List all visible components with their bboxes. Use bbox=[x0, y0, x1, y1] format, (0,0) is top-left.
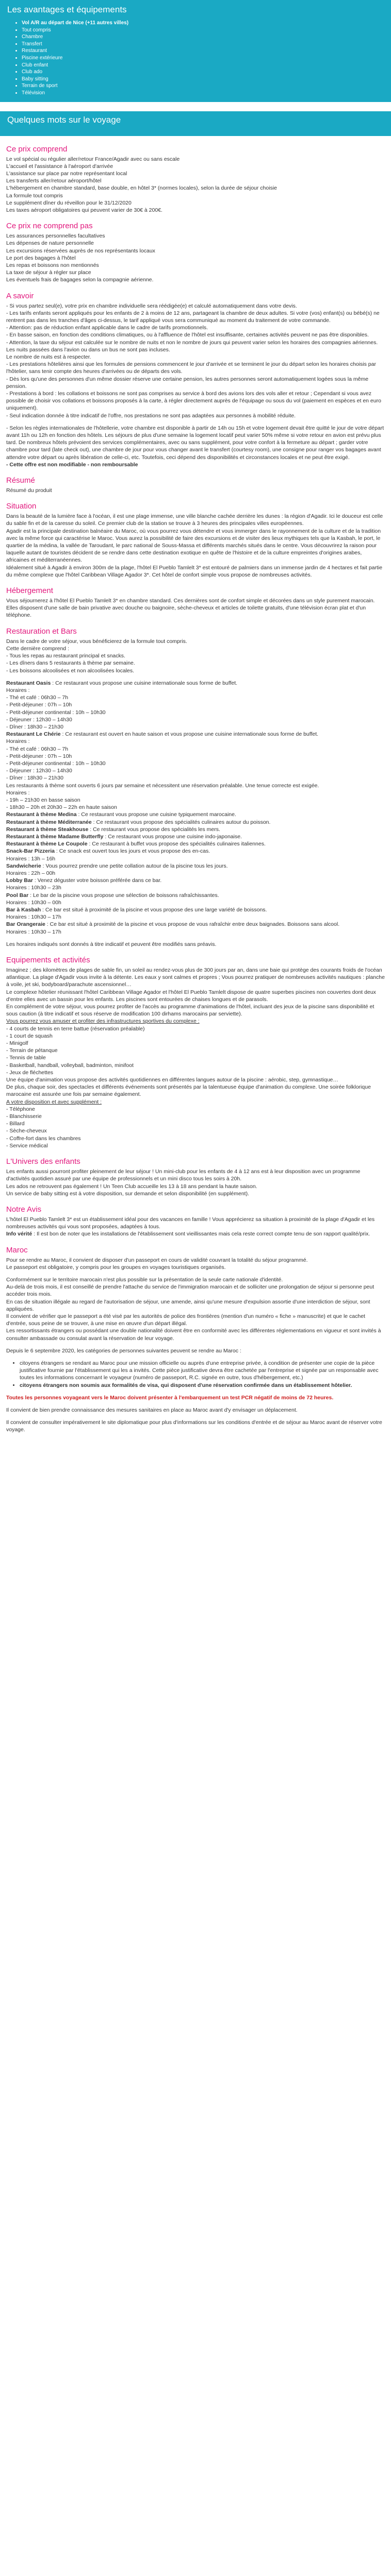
paragraph-block bbox=[6, 597, 385, 619]
paragraph-block bbox=[6, 941, 385, 948]
section-title: Maroc bbox=[6, 1245, 28, 1255]
text-line: - Jeux de fléchettes bbox=[6, 1069, 54, 1076]
condition-item: • citoyens étrangers se rendant au Maroc pour une mission officielle ou auprès d'une entreprise privée, à condition de présenter une copie de la pièce justificative fournie par l'établissement qui les a invités. Cette pièce justificative devra être cachetée par l'entreprise et signée par un responsable avec toutes les informations concernant le voyageur (numéro de passeport, R.C. signée en outre, tous d'hébergement, etc.) bbox=[20, 1360, 385, 1382]
text-line: - Les dîners dans 5 restaurants à thème par semaine. bbox=[6, 660, 135, 667]
text-line: - Attention, la taxe du séjour est calculée sur le nombre de nuits et non le nombre de jours qui peuvent varier selon les horaires des compagnies aériennes. Les nuits passées dans l'avion ou dans un bus ne sont pas incluses. bbox=[6, 339, 378, 353]
paragraph-block bbox=[6, 487, 385, 494]
text-line: - Tous les repas au restaurant principal et snacks. bbox=[6, 653, 125, 659]
paragraph-block bbox=[6, 302, 385, 419]
section-title: Ce prix comprend bbox=[6, 144, 68, 154]
text-line: Les ressortissants étrangers ou possédant une double nationalité doivent être en conformité avec les différentes réglementations en vigueur et sont invités à consulter ambassade ou consulat avant la réservation de leur voyage. bbox=[6, 1328, 381, 1342]
text-line: Dans la beauté de la lumière face à l'océan, il est une plage immense, une ville blanche cachée derrière les dunes : la région d'Agadir. Ici le douceur est celle du sable fin et de la caresse du soleil. Ce premier club de la station se trouve à 3 heures des principales villes européennes. bbox=[6, 513, 383, 527]
text-line: - Dîner : 18h30 – 21h30 bbox=[6, 723, 63, 730]
text-line: Bar à Kasbah : Ce bar est situé à proximité de la piscine et vous propose des une large variété de boissons. bbox=[6, 907, 267, 913]
text-line: - Petit-déjeuner : 07h – 10h bbox=[6, 753, 72, 759]
text-line: - Minigolf bbox=[6, 1040, 28, 1047]
advantage-item: • Club ado bbox=[22, 69, 384, 76]
text-line: - Attention: pas de réduction enfant applicable dans le cadre de tarifs promotionnels. bbox=[6, 325, 208, 331]
advantage-item: • Vol A/R au départ de Nice (+11 autres villes) bbox=[22, 20, 384, 27]
text-line: - Déjeuner : 12h30 – 14h30 bbox=[6, 716, 72, 723]
divider bbox=[0, 102, 391, 111]
advantage-item: • Restaurant bbox=[22, 47, 384, 55]
words-title: Quelques mots sur le voyage bbox=[7, 114, 121, 125]
advantages-panel bbox=[0, 0, 391, 102]
text-line: En complément de votre séjour, vous pourrez profiter de l'accès au programme d'animations de l'hôtel, incluant des jeux de la piscine sans disponibilité et sous caution (à titre indicatif et sous réserve de modification 100 dirhams marocains par serviette). bbox=[6, 1004, 374, 1018]
text-line: Il convient de bien prendre connaissance des mesures sanitaires en place au Maroc avant d'y envisager un déplacement. bbox=[6, 1406, 298, 1413]
text-line: Le port des bagages à l'hôtel bbox=[6, 255, 76, 261]
text-line: Les éventuels frais de bagages selon la compagnie aérienne. bbox=[6, 277, 154, 283]
text-line: - 19h – 21h30 en basse saison bbox=[6, 796, 80, 803]
text-line: Les enfants aussi pourront profiter pleinement de leur séjour ! Un mini-club pour les enfants de 4 à 12 ans est à leur disposition avec un programme d'activités quotidien assuré par une équipe de professionnels et un mini disco tous les soirs à 20h. bbox=[6, 1168, 361, 1182]
text-line: - Si vous partez seul(e), votre prix en chambre individuelle sera réédigée(e) et calculé automatiquement dans votre devis. bbox=[6, 302, 297, 309]
text-line: Les dépenses de nature personnelle bbox=[6, 240, 94, 247]
text-line: - Sèche-cheveux bbox=[6, 1128, 47, 1134]
text-line: Le vol spécial ou régulier aller/retour France/Agadir avec ou sans escale bbox=[6, 156, 180, 162]
paragraph-block bbox=[6, 156, 385, 214]
text-line: - Thé et café : 06h30 – 7h bbox=[6, 745, 69, 752]
text-line: Le passeport est obligatoire, y compris pour les groupes en voyages touristiques organisés. bbox=[6, 1264, 226, 1270]
text-line: Vous pourrez vous amuser et profiter des infrastructures sportives du complexe : bbox=[6, 1018, 200, 1025]
text-line: Pour se rendre au Maroc, il convient de disposer d'un passeport en cours de validité couvrant la totalité du séjour programmé. bbox=[6, 1257, 308, 1263]
text-line: Les transferts aller/retour aéroport/hôtel bbox=[6, 178, 102, 184]
advantage-item: • Tout compris bbox=[22, 27, 384, 34]
conditions-list bbox=[6, 1360, 385, 1389]
advantage-item: • Baby sitting bbox=[22, 76, 384, 83]
text-line: Horaires : 10h30 – 23h bbox=[6, 885, 61, 891]
text-line: Snack-Bar Pizzeria : Ce snack est ouvert tous les jours et vous propose des en-cas. bbox=[6, 848, 210, 855]
text-line: Horaires : bbox=[6, 738, 30, 745]
section-title: Restauration et Bars bbox=[6, 626, 77, 636]
text-line: Horaires : bbox=[6, 687, 30, 693]
text-line: Depuis le 6 septembre 2020, les catégories de personnes suivantes peuvent se rendre au Maroc : bbox=[6, 1347, 241, 1354]
description-content bbox=[0, 136, 391, 1449]
section-title: Situation bbox=[6, 502, 37, 511]
text-line: La taxe de séjour à régler sur place bbox=[6, 269, 91, 276]
text-line: Pool Bar : Le bar de la piscine vous propose une sélection de boissons rafraîchissantes. bbox=[6, 892, 219, 899]
advantage-item: • Télévision bbox=[22, 90, 384, 97]
text-line: Cette dernière comprend : bbox=[6, 645, 69, 652]
paragraph-block bbox=[6, 1257, 385, 1271]
words-header bbox=[0, 111, 391, 136]
paragraph-block bbox=[6, 1276, 385, 1342]
text-line: - Basketball, handball, volleyball, badminton, minifoot bbox=[6, 1062, 134, 1069]
paragraph-block bbox=[6, 425, 385, 468]
text-line: - Petit-déjeuner : 07h – 10h bbox=[6, 702, 72, 708]
advantage-item: • Piscine extérieure bbox=[22, 55, 384, 62]
paragraph-block bbox=[6, 1168, 385, 1197]
paragraph-block bbox=[6, 967, 385, 1149]
text-line: En cas de situation illégale au regard de l'autorisation de séjour, une amende, ainsi qu'une mesure d'expulsion assortie d'une interdiction de séjour, sont appliquées. bbox=[6, 1298, 370, 1312]
condition-item: • citoyens étrangers non soumis aux formalités de visa, qui disposent d'une réservation confirmée dans un établissement hôtelier. bbox=[20, 1382, 385, 1389]
text-line: - Billard bbox=[6, 1121, 25, 1127]
text-line: - Seul indication donnée à titre indicatif de l'offre, nos prestations ne sont pas adaptées aux personnes à mobilité réduite. bbox=[6, 412, 296, 419]
text-line: - Terrain de pétanque bbox=[6, 1047, 58, 1054]
text-line: Sandwicherie : Vous pourrez prendre une petite collation autour de la piscine tous les jours. bbox=[6, 862, 228, 869]
text-line: Les horaires indiqués sont donnés à titre indicatif et peuvent être modifiés sans préavis. bbox=[6, 941, 217, 947]
text-line: - Blanchisserie bbox=[6, 1113, 42, 1120]
section-title: Hébergement bbox=[6, 586, 53, 596]
text-line: - 18h30 – 20h et 20h30 – 22h en haute saison bbox=[6, 804, 117, 811]
paragraph-block bbox=[6, 1347, 385, 1354]
text-line: Restaurant à thème Steakhouse : Ce restaurant vous propose des spécialités les mers. bbox=[6, 826, 220, 833]
text-line: Restaurant Oasis : Ce restaurant vous propose une cuisine internationale sous forme de buffet. bbox=[6, 680, 238, 686]
text-line: Restaurant à thème Madame Butterfly : Ce restaurant vous propose une cuisine indo-japonaise. bbox=[6, 833, 242, 840]
text-line: - Selon les règles internationales de l'hôtellerie, votre chambre est disponible à partir de 14h ou 15h et votre logement devait être quitté le jour de votre départ avant 11h ou 12h en fonction des hôtels. Les séjours de plus d'une semaine la logement locatif peut varier 50% même si votre retour en avion est prévu plus tard. De nombreux hôtels prévoient des services complémentaires, avec ou sans supplément, pour votre confort à la fermeture au départ ; garder votre chambre pour tard (late check out), une chambre de jour pour vous changer avant le transfert (courtesy room), une consigne pour ranger vos bagages avant attendre votre départ ou après libération de celle-ci, etc. Toutefois, ceci dépend des disponibilités et circonstances locales et ne peut être exigé. bbox=[6, 425, 384, 461]
text-line: Conformément sur le territoire marocain n'est plus possible sur la présentation de la seule carte nationale d'identité. bbox=[6, 1276, 283, 1283]
text-line: - Les tarifs enfants seront appliqués pour les enfants de 2 à moins de 12 ans, partageant la chambre de deux adultes. Si votre (vos) enfant(s) ou bébé(s) ne rentrent pas dans les tranches d'âges ci-dessus, le tarif appliqué vous sera communiqué au moment du traitement de votre commande. bbox=[6, 310, 380, 324]
text-line: A votre disposition et avec supplément : bbox=[6, 1098, 102, 1105]
section-title: Notre Avis bbox=[6, 1205, 42, 1214]
text-line: Restaurant Le Chérie : Ce restaurant est ouvert en haute saison et vous propose une cuisine internationale sous forme de buffet. bbox=[6, 731, 319, 738]
text-line: Les repas et boissons non mentionnés bbox=[6, 262, 99, 268]
text-line: - Téléphone bbox=[6, 1106, 35, 1112]
text-line: Les excursions réservées auprès de nos représentants locaux bbox=[6, 247, 155, 254]
text-line: Résumé du produit bbox=[6, 487, 52, 494]
text-line: - Déjeuner : 12h30 – 14h30 bbox=[6, 768, 72, 774]
paragraph-block bbox=[6, 232, 385, 283]
text-line: Au-delà de trois mois, il est conseillé de prendre l'attache du service de l'immigration marocain et de solliciter une prolongation de séjour si personne peut accéder trois mois. bbox=[6, 1284, 374, 1298]
text-line: - Cette offre est non modifiable - non remboursable bbox=[6, 461, 138, 468]
text-line: - Tennis de table bbox=[6, 1055, 46, 1061]
section-title: A savoir bbox=[6, 291, 34, 300]
text-line: Lobby Bar : Venez déguster votre boisson préférée dans ce bar. bbox=[6, 877, 162, 884]
text-line: Restaurant à thème Medina : Ce restaurant vous propose une cuisine typiquement marocaine. bbox=[6, 811, 236, 818]
text-line: Les ados ne retrouvent pas également ! Un Teen Club accueille les 13 à 18 ans pendant la haute saison. bbox=[6, 1183, 257, 1190]
text-line: De plus, chaque soir, des spectacles et différents événements sont présentés par la talentueuse équipe d'animation du complexe. Une soirée folklorique marocaine est assurée une fois par semaine également. bbox=[6, 1084, 371, 1098]
advantage-item: • Club enfant bbox=[22, 62, 384, 69]
text-line: L'assistance sur place par notre représentant local bbox=[6, 170, 127, 177]
text-line: L'hôtel El Pueblo Tamlelt 3* est un établissement idéal pour des vacances en famille ! Vous apprécierez sa situation à proximité de la plage d'Agadir et les nombreuses activités qui vous sont proposées, adaptées à tous. bbox=[6, 1216, 375, 1230]
text-line: Horaires : 10h30 – 17h bbox=[6, 928, 61, 935]
paragraph-block bbox=[6, 1216, 385, 1238]
text-line: - Coffre-fort dans les chambres bbox=[6, 1135, 81, 1142]
section-title: Ce prix ne comprend pas bbox=[6, 222, 93, 231]
advantage-item: • Chambre bbox=[22, 33, 384, 41]
text-line: Les taxes aéroport obligatoires qui peuvent varier de 30€ à 200€. bbox=[6, 207, 162, 213]
text-line: - Petit-déjeuner continental : 10h – 10h30 bbox=[6, 760, 106, 767]
text-line: Bar Orangeraie : Ce bar est situé à proximité de la piscine et vous propose de vous rafraîchir entre deux baignades. Boissons sans alcool. bbox=[6, 921, 340, 928]
text-line: Dans le cadre de votre séjour, vous bénéficierez de la formule tout compris. bbox=[6, 638, 187, 645]
text-line: Vous séjournerez à l'hôtel El Pueblo Tamlelt 3* en chambre standard. Ces dernières sont de confort simple et décorées dans un style purement marocain. Elles disposent d'une salle de bain privative avec douche ou baignoire, sèche-cheveux et articles de toilette gratuits, d'une télévision écran plat et d'un téléphone. bbox=[6, 598, 375, 619]
pcr-warning: Toutes les personnes voyageant vers le Maroc doivent présenter à l'embarquement un test PCR négatif de moins de 72 heures. bbox=[6, 1394, 334, 1401]
text-line: Les assurances personnelles facultatives bbox=[6, 233, 105, 240]
text-line: - Les boissons alcoolisées et non alcoolisées locales. bbox=[6, 667, 135, 674]
text-line: Il convient de vérifier que le passeport a été visé par les autorités de police des frontières (mention d'un numéro « fiche » manuscrite) et que le cachet d'entrée, sous peine de se trouver, à une mise en œuvre d'un départ illégal. bbox=[6, 1313, 365, 1327]
text-line: Idéalement situé à Agadir à environ 300m de la plage, l'hôtel El Pueblo Tamlelt 3* est entouré de palmiers dans un immense jardin de 4 hectares et fait partie du même complexe que l'hôtel Caribbean Village Agador 3*. Cet hôtel de confort simple vous propose de nombreuses activités. bbox=[6, 564, 383, 578]
text-line: Horaires : 10h30 – 00h bbox=[6, 899, 61, 906]
text-line: - Petit-déjeuner continental : 10h – 10h30 bbox=[6, 709, 106, 716]
text-line: Horaires : 10h30 – 17h bbox=[6, 914, 61, 921]
text-line: Info vérité : Il est bon de noter que les installations de l'établissement sont vieillissantes mais cela reste correct compte tenu de son rapport qualité/prix. bbox=[6, 1231, 370, 1238]
paragraph-block bbox=[6, 680, 385, 936]
text-line: Les restaurants à thème sont ouverts 6 jours par semaine et nécessitent une réservation préalable. Une tenue correcte est exigée. bbox=[6, 782, 319, 789]
text-line: L'accueil et l'assistance à l'aéroport d'arrivée bbox=[6, 163, 113, 170]
section-title: Equipements et activités bbox=[6, 956, 90, 965]
text-line: Un service de baby sitting est à votre disposition, sur demande et selon disponibilité (en supplément). bbox=[6, 1190, 250, 1197]
text-line: Le nombre de nuits est à respecter. bbox=[6, 354, 91, 360]
text-line: Horaires : 13h – 16h bbox=[6, 855, 56, 862]
advantage-item: • Transfert bbox=[22, 41, 384, 48]
text-line: Restaurant à thème Le Coupole : Ce restaurant à buffet vous propose des spécialités culinaires italiennes. bbox=[6, 841, 266, 848]
text-line: Horaires : bbox=[6, 789, 30, 796]
section-title: L'Univers des enfants bbox=[6, 1157, 80, 1166]
text-line: - Service médical bbox=[6, 1142, 48, 1149]
text-line: - En basse saison, en fonction des conditions climatiques, ou à l'affluence de l'hôtel est insuffisante, certaines activités peuvent ne pas être disponibles. bbox=[6, 332, 369, 338]
text-line: Le supplément dîner du réveillon pour le 31/12/2020 bbox=[6, 199, 132, 206]
paragraph-block bbox=[6, 513, 385, 579]
text-line: - 4 courts de tennis en terre battue (réservation préalable) bbox=[6, 1025, 145, 1032]
text-line: Il convient de consulter impérativement le site diplomatique pour plus d'informations sur les conditions d'entrée et de séjour au Maroc avant de réserver votre voyage. bbox=[6, 1419, 382, 1433]
advantage-item: • Terrain de sport bbox=[22, 82, 384, 90]
advantages-title: Les avantages et équipements bbox=[7, 5, 127, 14]
text-line: Le complexe hôtelier réunissant l'hôtel Caribbean Village Agador et l'hôtel El Pueblo Tamlelt dispose de quatre superbes piscines non couvertes dont deux d'entre elles avec un bassin pour les enfants. Les piscines sont entourées de chaises longues et de parasols. bbox=[6, 989, 376, 1003]
advantages-list bbox=[7, 20, 384, 97]
paragraph-block bbox=[6, 638, 385, 674]
text-line: Horaires : 22h – 00h bbox=[6, 870, 56, 876]
text-line: L'hébergement en chambre standard, base double, en hôtel 3* (normes locales), selon la durée de séjour choisie bbox=[6, 185, 277, 192]
text-line: Une équipe d'animation vous propose des activités quotidiennes en différentes langues autour de la piscine : aérobic, step, gymnastique… bbox=[6, 1077, 338, 1083]
text-line: Imaginez ; des kilomètres de plages de sable fin, un soleil au rendez-vous plus de 300 jours par an, dans une baie qui protège des courants froids de l'océan atlantique. La plage d'Agadir vous invite à la détente. Les eaux y sont calmes et propres ; Vous pourrez pratiquer de nombreuses activités nautiques : planche à voile, jet ski, bodyboard/parachute ascensionnel… bbox=[6, 967, 385, 988]
text-line: La formule tout compris bbox=[6, 192, 63, 199]
text-line: - Dîner : 18h30 – 21h30 bbox=[6, 775, 63, 782]
text-line: Agadir est la principale destination balnéaire du Maroc, où vous pourrez vous détendre et vous immerger dans le rayonnement de la culture et de la tradition avec la même force qui caractérise le Maroc. Vous aurez la possibilité de faire des excursions et de visiter des lieux mythiques tels que la Kasbah, le port, le quartier de la médina, la vallée de Taroudant, le parc national de Souss-Massa et différents marchés situés dans le centre. Vous découvrirez la raison pour laquelle autant de touristes décident de se rendre dans cette destination exotique en quête de l'histoire et de la culture empreintes d'origines arabes, africaines et méditerranéennes. bbox=[6, 528, 381, 564]
text-line: - Prestations à bord : les collations et boissons ne sont pas comprises au service à bord des avions lors des vols aller et retour ; Cependant si vous avez possible de choisir vos collations et boissons proposés à la carte, à régler directement auprès de l'équipage ou sous du vol (paiement en espèces et en euro uniquement). bbox=[6, 391, 381, 412]
text-line: - Dès lors qu'une des personnes d'un même dossier réserve une certaine pension, les autres personnes seront automatiquement logées sous la même pension. bbox=[6, 376, 369, 389]
text-line: - 1 court de squash bbox=[6, 1032, 53, 1039]
text-line: Restaurant à thème Méditerranée : Ce restaurant vous propose des spécialités culinaires autour du poisson. bbox=[6, 819, 271, 825]
text-line: - Les prestations hôtelières ainsi que les formules de pensions commencent le jour d'arrivée et se terminent le jour du départ selon les horaires choisis par l'hôtelier, sans tenir compte des heures d'arrivées ou de départs des vols. bbox=[6, 361, 376, 375]
section-title: Résumé bbox=[6, 476, 35, 485]
text-line: - Thé et café : 06h30 – 7h bbox=[6, 694, 69, 701]
